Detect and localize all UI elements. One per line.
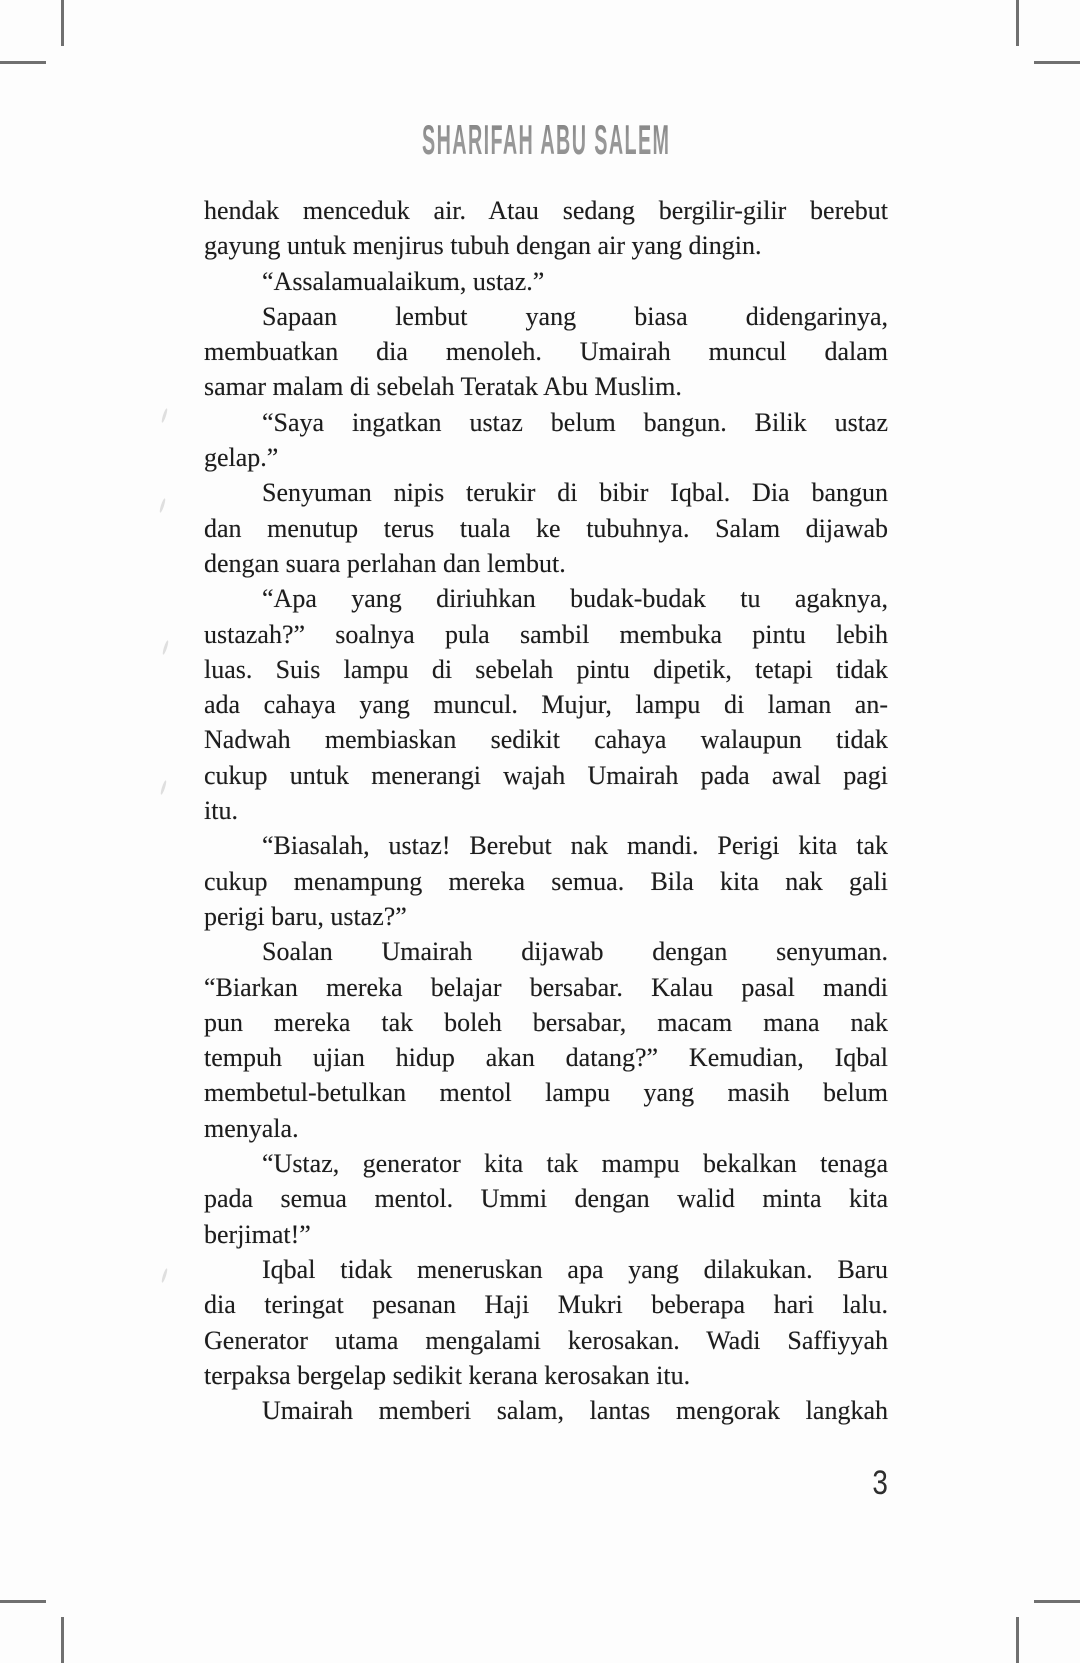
text-line: Senyuman nipis terukir di bibir Iqbal. Dia bangun [262,478,888,508]
text-line: membuatkan dia menoleh. Umairah muncul dalam [204,337,888,367]
text-line: terpaksa bergelap sedikit kerana kerosakan itu. [204,1360,691,1390]
text-line: dia teringat pesanan Haji Mukri beberapa hari lalu. [204,1290,888,1320]
text-line: berjimat!” [204,1219,311,1249]
crop-mark-bottom-left-horizontal [0,1600,46,1603]
text-line: dan menutup terus tuala ke tubuhnya. Salam dijawab [204,513,888,543]
text-line: itu. [204,796,238,826]
page-number [204,1464,888,1502]
scan-artifact [161,408,168,423]
scan-artifact [162,640,169,655]
text-line: “Saya ingatkan ustaz belum bangun. Bilik ustaz [262,407,888,437]
crop-mark-bottom-left-vertical [61,1617,64,1663]
page-header-author-name: SHARIFAH ABU SALEM [421,116,671,163]
text-line: dengan suara perlahan dan lembut. [204,548,566,578]
scan-artifact [159,498,166,513]
body-text-block [204,193,888,1428]
text-line: Umairah memberi salam, lantas mengorak langkah [262,1396,888,1426]
text-line: pada semua mentol. Ummi dengan walid minta kita [204,1184,888,1214]
text-line: Nadwah membiaskan sedikit cahaya walaupun tidak [204,725,888,755]
text-line: “Apa yang diriuhkan budak-budak tu agaknya, [262,584,888,614]
crop-mark-top-right-horizontal [1034,61,1080,64]
text-line: hendak menceduk air. Atau sedang bergilir-gilir berebut [204,196,888,225]
text-line: samar malam di sebelah Teratak Abu Muslim. [204,372,682,402]
crop-mark-top-right-vertical [1016,0,1019,46]
text-line: Iqbal tidak meneruskan apa yang dilakukan. Baru [262,1254,888,1284]
text-line: Soalan Umairah dijawab dengan senyuman. [262,937,888,967]
crop-mark-top-left-vertical [61,0,64,46]
text-line: “Assalamualaikum, ustaz.” [262,266,545,296]
text-line: ustazah?” soalnya pula sambil membuka pintu lebih [204,619,888,649]
text-line: gayung untuk menjirus tubuh dengan air yang dingin. [204,231,762,261]
crop-mark-top-left-horizontal [0,61,46,64]
text-line: ada cahaya yang muncul. Mujur, lampu di laman an- [204,690,888,720]
scan-artifact [160,780,167,795]
text-line: menyala. [204,1113,299,1143]
text-line: cukup menampung mereka semua. Bila kita nak gali [204,866,888,896]
text-line: “Ustaz, generator kita tak mampu bekalkan tenaga [262,1149,888,1179]
text-line: Sapaan lembut yang biasa didengarinya, [262,301,888,331]
scan-artifact [161,1268,168,1283]
page-number-value: 3 [872,1464,888,1502]
text-line: perigi baru, ustaz?” [204,901,407,931]
text-line: tempuh ujian hidup akan datang?” Kemudian, Iqbal [204,1043,888,1073]
text-line: membetul-betulkan mentol lampu yang masih belum [204,1078,888,1108]
crop-mark-bottom-right-vertical [1016,1617,1019,1663]
text-line: Generator utama mengalami kerosakan. Wadi Saffiyyah [204,1325,888,1355]
text-line: cukup untuk menerangi wajah Umairah pada awal pagi [204,760,888,790]
text-line: gelap.” [204,443,279,473]
text-line: pun mereka tak boleh bersabar, macam mana nak [204,1007,888,1037]
crop-mark-bottom-right-horizontal [1034,1600,1080,1603]
text-line: “Biarkan mereka belajar bersabar. Kalau pasal mandi [204,972,888,1002]
running-header [204,117,888,163]
text-line: luas. Suis lampu di sebelah pintu dipetik, tetapi tidak [204,654,888,684]
text-line: “Biasalah, ustaz! Berebut nak mandi. Perigi kita tak [262,831,888,861]
